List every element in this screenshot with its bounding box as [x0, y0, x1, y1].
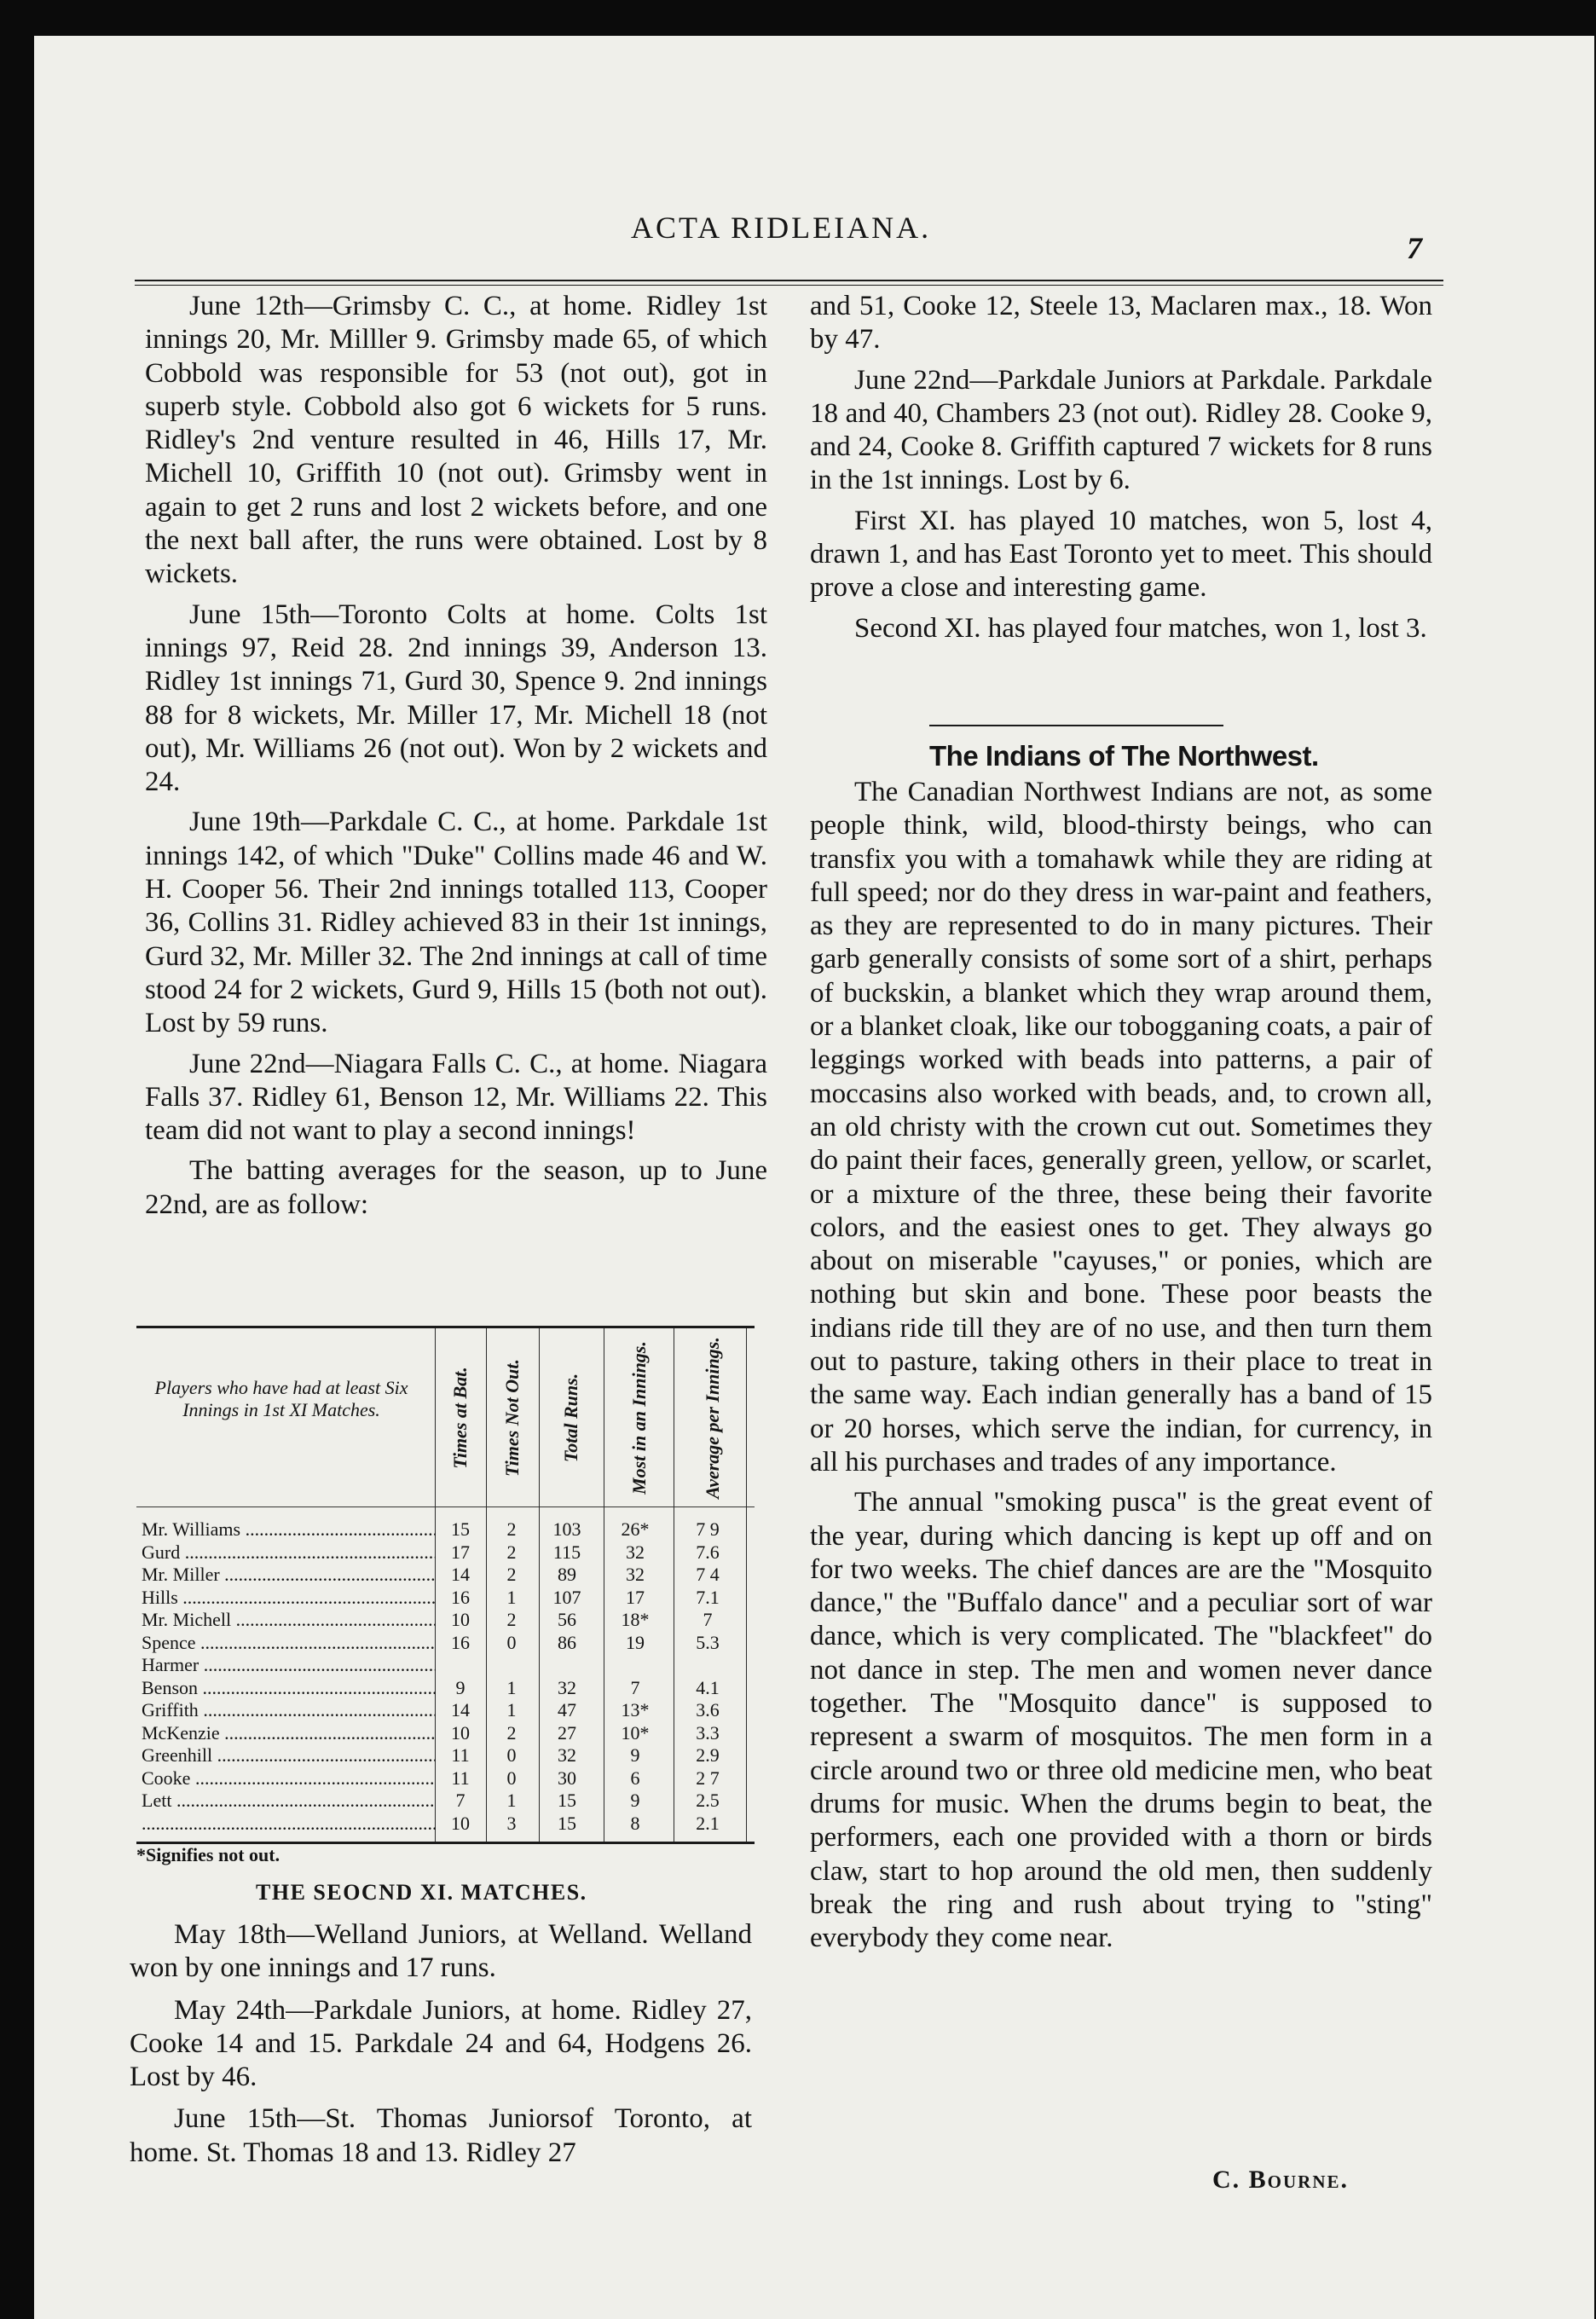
- player-name: Hills .....: [142, 1587, 436, 1609]
- paragraph-parkdale-juniors: May 24th—Parkdale Juniors, at home. Ridley 27, Cooke 14 and 15. Parkdale 24 and 64, Hodgens 26. Lost by 46.: [130, 1994, 752, 2093]
- cell-most: 32: [626, 1541, 645, 1563]
- player-name: Griffith .....: [142, 1699, 436, 1721]
- table-top-rule: [136, 1326, 755, 1328]
- cell-most: 10*: [621, 1721, 650, 1744]
- paragraph-toronto-colts: June 15th—Toronto Colts at home. Colts 1st innings 97, Reid 28. 2nd innings 39, Anderson 13. Ridley 1st innings 71, Gurd 30, Spence 9. 2nd innings 88 for 8 wickets, Mr. Miller 17, Mr. Michell 18 (not out), Mr. Williams 26 (not out). Won by 2 wickets and 24.: [145, 599, 767, 798]
- cell-average: 2.9: [696, 1744, 720, 1766]
- cell-times-not-out: 2: [506, 1564, 517, 1585]
- cell-times-at-bat: 11: [451, 1767, 470, 1789]
- cell-most: 8: [630, 1812, 640, 1834]
- cell-total-runs: 103: [552, 1518, 581, 1540]
- cell-average: 3.3: [696, 1721, 720, 1744]
- cell-total-runs: 115: [552, 1541, 581, 1563]
- cell-times-not-out: 2: [506, 1518, 517, 1540]
- second-xi-heading: THE SEOCND XI. MATCHES.: [256, 1880, 587, 1905]
- cell-times-at-bat: 11: [451, 1744, 470, 1766]
- player-name: Harmer .....: [142, 1654, 436, 1676]
- cell-times-not-out: 2: [506, 1541, 517, 1563]
- cell-times-not-out: 1: [506, 1699, 517, 1720]
- section-divider: [929, 725, 1223, 726]
- cell-total-runs: 32: [558, 1676, 576, 1698]
- table-row: [136, 1767, 755, 1790]
- cell-times-at-bat: 17: [451, 1541, 470, 1563]
- table-row: [136, 1518, 755, 1541]
- cell-times-not-out: 1: [506, 1790, 517, 1811]
- paragraph-welland: May 18th—Welland Juniors, at Welland. Welland won by one innings and 17 runs.: [130, 1919, 752, 1984]
- cell-total-runs: 56: [558, 1609, 576, 1630]
- table-row: [136, 1699, 755, 1722]
- cell-times-at-bat: 9: [455, 1676, 466, 1698]
- cell-most: 19: [626, 1631, 645, 1653]
- paragraph-niagara-falls: June 22nd—Niagara Falls C. C., at home. Niagara Falls 37. Ridley 61, Benson 12, Mr. Williams 22. This team did not want to play a second innings!: [145, 1048, 767, 1147]
- cell-times-not-out: 2: [506, 1721, 517, 1744]
- cell-average: 2.5: [696, 1790, 720, 1811]
- paragraph-grimsby: June 12th—Grimsby C. C., at home. Ridley 1st innings 20, Mr. Milller 9. Grimsby made 65, of which Cobbold was responsible for 53 (not out), got in superb style. Cobbold also got 6 wickets for 5 runs. Ridley's 2nd venture resulted in 46, Hills 17, Mr. Michell 10, Griffith 10 (not out). Grimsby went in again to get 2 runs and lost 2 wickets before, and one the next ball after, the runs were obtained. Lost by 8 wickets.: [145, 291, 767, 590]
- batting-averages-table: [136, 1326, 755, 1846]
- table-row: [136, 1541, 755, 1564]
- cell-times-at-bat: 15: [451, 1518, 470, 1540]
- cell-average: 7.1: [696, 1586, 720, 1608]
- cell-average: 5.3: [696, 1631, 720, 1653]
- cell-average: 3.6: [696, 1699, 720, 1720]
- paragraph-parkdale: June 19th—Parkdale C. C., at home. Parkdale 1st innings 142, of which "Duke" Collins made 46 and W. H. Cooper 56. Their 2nd innings totalled 113, Cooper 36, Collins 31. Ridley achieved 83 in their 1st innings, Gurd 32, Mr. Miller 32. The 2nd innings at call of time stood 24 for 2 wickets, Gurd 9, Hills 15 (both not out). Lost by 59 runs.: [145, 807, 767, 1039]
- player-name: Greenhill .....: [142, 1744, 436, 1767]
- cell-times-at-bat: 14: [451, 1564, 470, 1585]
- table-row: [136, 1813, 755, 1836]
- cell-times-not-out: 2: [506, 1609, 517, 1630]
- paragraph-st-thomas: June 15th—St. Thomas Juniorsof Toronto, at home. St. Thomas 18 and 13. Ridley 27: [130, 2103, 752, 2168]
- cell-times-not-out: 1: [506, 1586, 517, 1608]
- player-name: Spence .....: [142, 1632, 436, 1654]
- page-header-title: ACTA RIDLEIANA.: [631, 211, 932, 245]
- table-row: [136, 1677, 755, 1700]
- player-column-header: Players who have had at least Six Innings in 1st XI Matches.: [154, 1377, 408, 1420]
- cell-average: 7 4: [696, 1564, 720, 1585]
- cell-times-not-out: 0: [506, 1767, 517, 1789]
- column-header-total-runs: Total Runs.: [560, 1373, 581, 1463]
- table-row: [136, 1744, 755, 1767]
- cell-times-at-bat: 7: [455, 1790, 466, 1811]
- article-title: The Indians of The Northwest.: [929, 740, 1319, 772]
- cell-total-runs: 27: [558, 1721, 576, 1744]
- cell-times-not-out: 0: [506, 1744, 517, 1766]
- cell-average: 2 7: [696, 1767, 720, 1789]
- header-rule: [135, 280, 1443, 281]
- player-name: Benson .....: [142, 1677, 436, 1699]
- column-header-average: Average per Innings.: [702, 1337, 723, 1499]
- article-author: C. Bourne.: [1212, 2166, 1350, 2194]
- cell-most: 26*: [621, 1518, 650, 1540]
- article-paragraph: The Canadian Northwest Indians are not, as some people think, wild, blood-thirsty beings, who can transfix you with a tomahawk while they are riding at full speed; nor do they dress in war-paint and feathers, as they are represented to do in many pictures. Their garb generally consists of some sort of a shirt, perhaps of buckskin, a blanket which they wrap around them, or a blanket cloak, like our tobogganing coats, a pair of leggings worked with beads into patterns, a pair of moccasins also worked with beads, and, to crown all, an old christy with the crown cut out. Sometimes they do paint their faces, generally green, yellow, or scarlet, or a mixture of the three, these being their favorite colors, and the easiest ones to get. They always go about on miserable "cayuses," or ponies, which are nothing but skin and bone. These poor beasts the indians ride till they are of no use, and then turn them out to pasture, taking others in their place to treat in the same way. Each indian generally has a band of 15 or 20 horses, which serve the indian, for currency, in all his purchases and trades of any importance.: [810, 777, 1432, 1478]
- right-column: [810, 290, 1432, 652]
- table-row: [136, 1654, 755, 1677]
- second-xi-column: [130, 1918, 752, 2178]
- article-paragraph: The annual "smoking pusca" is the great event of the year, during which dancing is kept up off and on for two weeks. The chief dances are are the "Mosquito dance," the "Buffalo dance" and a peculiar sort of war dance, which is very complicated. The "blackfeet" do not dance in step. The men and women never dance together. The "Mosquito dance" is supposed to represent a swarm of mosquitos. The men form in a circle around two or three old medicine men, who beat drums for music. When the drums begin to beat, the performers, each one provided with a thorn or birds claw, start to hop around the old men, then suddenly break the ring and rush about trying to "sting" everybody they come near.: [810, 1487, 1432, 1954]
- cell-most: 9: [630, 1744, 640, 1766]
- cell-times-at-bat: 10: [451, 1812, 470, 1834]
- column-header-times-not-out: Times Not Out.: [501, 1359, 523, 1477]
- paragraph-averages-intro: The batting averages for the season, up to June 22nd, are as follow:: [145, 1155, 767, 1220]
- cell-most: 6: [630, 1767, 640, 1789]
- left-column: [145, 290, 767, 1229]
- article-body: [810, 776, 1432, 1962]
- player-name: Mr. Miller .....: [142, 1564, 436, 1586]
- cell-total-runs: 15: [558, 1790, 576, 1811]
- table-header-rule: [136, 1506, 755, 1507]
- page-number: 7: [1407, 231, 1422, 265]
- cell-times-not-out: 3: [506, 1812, 517, 1834]
- cell-total-runs: 47: [558, 1699, 576, 1720]
- cell-times-at-bat: 10: [451, 1609, 470, 1630]
- paragraph-first-xi-summary: First XI. has played 10 matches, won 5, lost 4, drawn 1, and has East Toronto yet to meet. This should prove a close and interesting game.: [810, 505, 1432, 604]
- cell-most: 32: [626, 1564, 645, 1585]
- table-footnote: *Signifies not out.: [136, 1844, 280, 1865]
- cell-average: 7 9: [696, 1518, 720, 1540]
- cell-times-at-bat: 16: [451, 1631, 470, 1653]
- player-name: McKenzie .....: [142, 1722, 436, 1744]
- column-header-most-in-innings: Most in an Innings.: [628, 1341, 650, 1495]
- cell-most: 7: [630, 1676, 640, 1698]
- table-row: [136, 1564, 755, 1587]
- player-name: Gurd .....: [142, 1541, 436, 1564]
- cell-average: 7.6: [696, 1541, 720, 1563]
- cell-total-runs: 86: [558, 1631, 576, 1653]
- cell-times-not-out: 1: [506, 1676, 517, 1698]
- table-row: [136, 1722, 755, 1745]
- table-rows: [136, 1518, 755, 1835]
- paragraph-second-xi-summary: Second XI. has played four matches, won 1, lost 3.: [854, 612, 1427, 644]
- cell-most: 9: [630, 1790, 640, 1811]
- cell-most: 18*: [621, 1609, 650, 1630]
- table-row: [136, 1790, 755, 1813]
- player-name: Cooke .....: [142, 1767, 436, 1790]
- column-header-times-at-bat: Times at Bat.: [449, 1367, 471, 1469]
- cell-total-runs: 30: [558, 1767, 576, 1789]
- cell-most: 17: [626, 1586, 645, 1608]
- cell-times-at-bat: 10: [451, 1721, 470, 1744]
- header-rule-thin: [135, 285, 1443, 286]
- player-name: Lett .....: [142, 1790, 436, 1812]
- cell-total-runs: 15: [558, 1812, 576, 1834]
- paragraph-continuation: and 51, Cooke 12, Steele 13, Maclaren max., 18. Won by 47.: [810, 291, 1432, 356]
- table-row: [136, 1632, 755, 1655]
- paragraph-parkdale-juniors-away: June 22nd—Parkdale Juniors at Parkdale. Parkdale 18 and 40, Chambers 23 (not out). Ridley 28. Cooke 9, and 24, Cooke 8. Griffith captured 7 wickets for 8 runs in the 1st innings. Lost by 6.: [810, 364, 1432, 496]
- cell-total-runs: 32: [558, 1744, 576, 1766]
- player-name: Mr. Michell .....: [142, 1609, 436, 1631]
- table-row: [136, 1609, 755, 1632]
- table-row: [136, 1587, 755, 1610]
- player-name: Mr. Williams .....: [142, 1518, 436, 1541]
- player-name: [142, 1813, 436, 1835]
- cell-average: 4.1: [696, 1676, 720, 1698]
- cell-times-at-bat: 14: [451, 1699, 470, 1720]
- cell-average: 7: [703, 1609, 713, 1630]
- cell-times-not-out: 0: [506, 1631, 517, 1653]
- cell-times-at-bat: 16: [451, 1586, 470, 1608]
- cell-total-runs: 107: [552, 1586, 581, 1608]
- cell-average: 2.1: [696, 1812, 720, 1834]
- cell-most: 13*: [621, 1699, 650, 1720]
- cell-total-runs: 89: [558, 1564, 576, 1585]
